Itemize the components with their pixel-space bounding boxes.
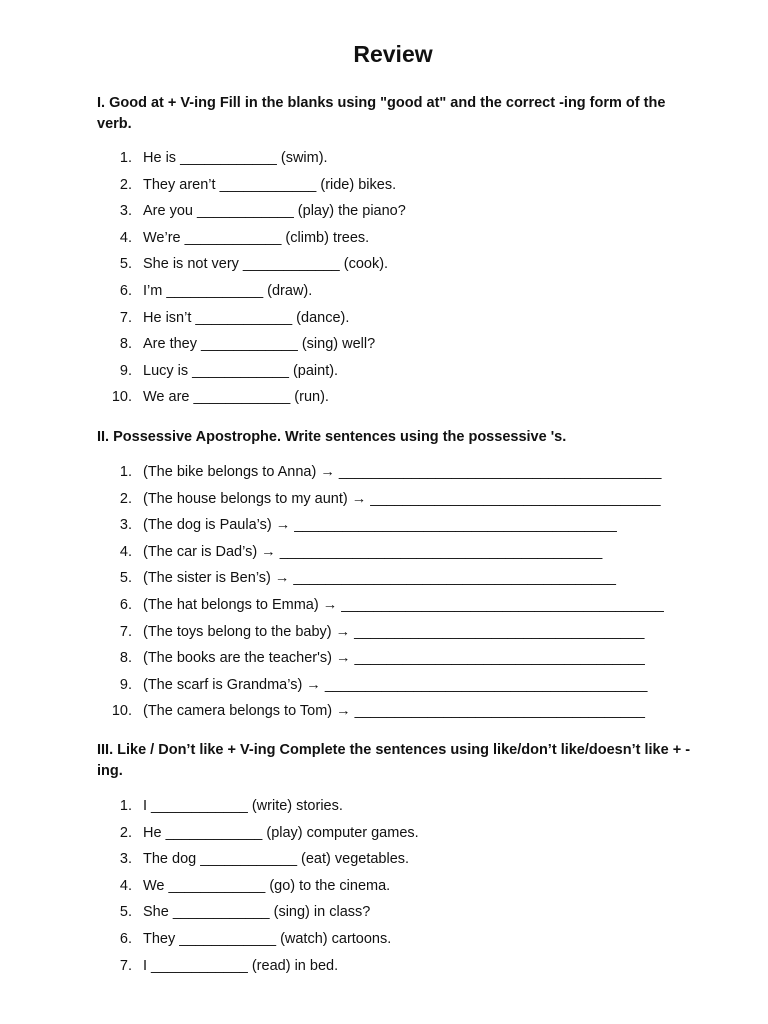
item-number: 4. xyxy=(119,229,132,246)
item-number: 3. xyxy=(119,517,132,534)
item-number: 10. xyxy=(111,389,132,406)
item-number: 8. xyxy=(119,336,132,353)
item-number: 7. xyxy=(119,623,132,640)
item-number: 2. xyxy=(119,176,132,193)
item-text: Lucy is ____________ (paint). xyxy=(143,362,339,379)
section-3-heading: III. Like / Don’t like + V-ing Complete the sentences using like/don’t like/doesn’t like + -ing. xyxy=(97,742,691,779)
item-text: (The toys belong to the baby) → ____________________________________ xyxy=(143,623,645,640)
item-number: 3. xyxy=(119,203,132,220)
item-number: 1. xyxy=(119,150,132,166)
item-number: 6. xyxy=(119,282,132,299)
item-number: 5. xyxy=(119,570,132,587)
item-number: 2. xyxy=(119,824,132,841)
item-text: We ____________ (go) to the cinema. xyxy=(143,877,391,894)
item-text: Are you ____________ (play) the piano? xyxy=(143,203,406,220)
item-text: (The sister is Ben’s) → ________________________________________ xyxy=(143,570,616,587)
item-text: (The books are the teacher's) → ____________________________________ xyxy=(143,650,645,667)
section-1-heading: I. Good at + V-ing Fill in the blanks using "good at" and the correct -ing form of the verb. xyxy=(97,95,666,132)
item-text: He is ____________ (swim). xyxy=(143,150,328,166)
item-text: We’re ____________ (climb) trees. xyxy=(143,229,370,246)
item-text: They aren’t ____________ (ride) bikes. xyxy=(143,176,397,193)
item-number: 4. xyxy=(119,877,132,894)
item-text: He isn’t ____________ (dance). xyxy=(143,309,350,326)
item-text: She is not very ____________ (cook). xyxy=(143,256,389,273)
item-number: 9. xyxy=(119,362,132,379)
item-number: 1. xyxy=(119,464,132,480)
item-text: I ____________ (write) stories. xyxy=(143,798,343,814)
item-text: Are they ____________ (sing) well? xyxy=(143,336,376,353)
item-text: They ____________ (watch) cartoons. xyxy=(143,930,392,947)
page-title: Review xyxy=(353,41,433,67)
section-2-heading: II. Possessive Apostrophe. Write sentences using the possessive 's. xyxy=(97,429,567,445)
item-text: (The car is Dad’s) → ________________________________________ xyxy=(143,543,603,560)
item-text: We are ____________ (run). xyxy=(143,389,329,406)
item-text: (The scarf is Grandma’s) → ________________________________________ xyxy=(143,676,648,693)
item-text: I ____________ (read) in bed. xyxy=(143,957,339,974)
item-text: She ____________ (sing) in class? xyxy=(143,904,371,921)
item-number: 6. xyxy=(119,596,132,613)
item-text: (The bike belongs to Anna) → ________________________________________ xyxy=(143,464,662,480)
item-number: 7. xyxy=(119,309,132,326)
item-number: 1. xyxy=(119,798,132,814)
item-text: He ____________ (play) computer games. xyxy=(143,824,419,841)
item-text: (The camera belongs to Tom) → ____________________________________ xyxy=(143,703,645,720)
item-number: 5. xyxy=(119,904,132,921)
item-text: (The dog is Paula’s) → ________________________________________ xyxy=(143,517,617,534)
item-text: (The house belongs to my aunt) → ____________________________________ xyxy=(143,490,661,507)
item-text: I’m ____________ (draw). xyxy=(143,282,313,299)
item-number: 3. xyxy=(119,851,132,868)
item-text: (The hat belongs to Emma) → ________________________________________ xyxy=(143,596,664,613)
item-number: 2. xyxy=(119,490,132,507)
item-number: 10. xyxy=(111,703,132,720)
item-number: 8. xyxy=(119,650,132,667)
item-number: 4. xyxy=(119,543,132,560)
item-number: 5. xyxy=(119,256,132,273)
item-text: The dog ____________ (eat) vegetables. xyxy=(143,851,410,868)
item-number: 7. xyxy=(119,957,132,974)
item-number: 9. xyxy=(119,676,132,693)
item-number: 6. xyxy=(119,930,132,947)
